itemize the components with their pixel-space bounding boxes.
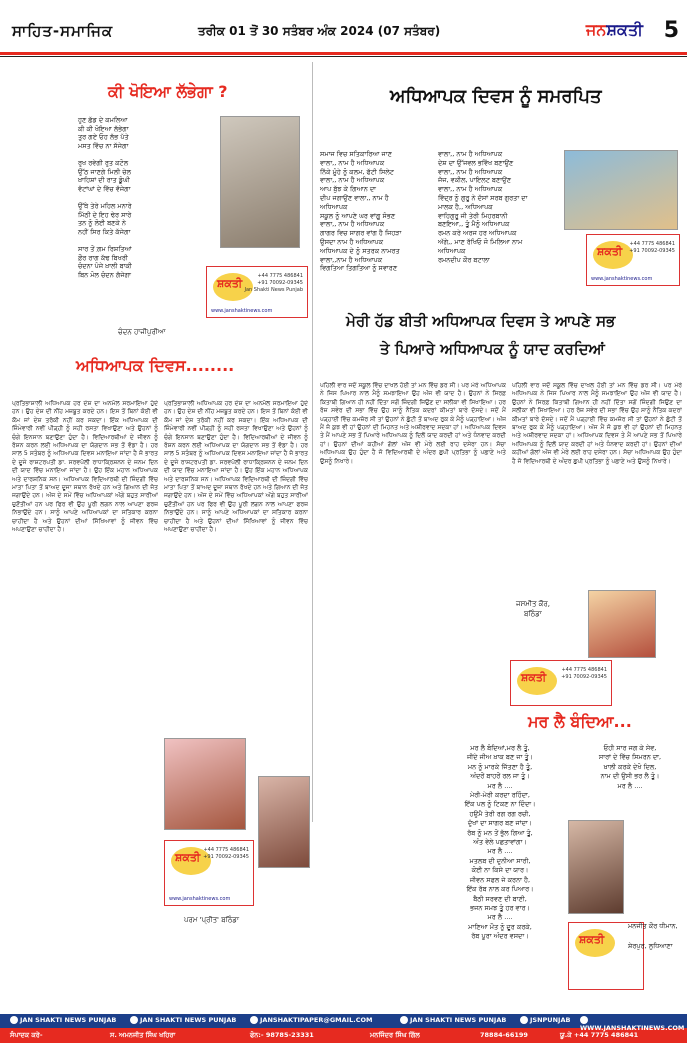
poem-1-lines xyxy=(78,116,198,279)
ad-web: www.janshaktinews.com xyxy=(211,308,273,314)
ad-phone-2: +91 70092-09345 xyxy=(257,280,303,286)
footer-email-label: JANSHAKTIPAPER@GMAIL.COM xyxy=(260,1016,373,1024)
poem1.lines-line xyxy=(78,150,198,159)
footer-youtube-label: JAN SHAKTI NEWS PUNJAB xyxy=(140,1016,237,1024)
article1.col2-line: ਬਣਇਆ,, ਤੂੰ ਮੈਨੂੰ ਅਧਿਆਪਕ xyxy=(438,220,510,229)
poem2.col1-line: ਦੁੱਖਾਂ ਦਾ ਸਾਗਰ ਬਣ ਜਾਂਦਾ। xyxy=(467,819,533,828)
footer-facebook[interactable] xyxy=(10,1016,116,1024)
ad-phones xyxy=(203,847,249,861)
poem2.col1-line: ਰੱਬ ਪੂਰਾ ਅੰਦਰ ਵਸਦਾ। xyxy=(471,932,529,941)
poem1.lines-line: ਬਿਨ ਮੋਲ ਚੰਦਨ ਗੱਜੇਗਾ xyxy=(78,270,131,279)
poem2.col2-line: ਮਰ ਲੈ .... xyxy=(617,781,643,790)
poem2.col1-line: ਕੋਈ ਨਾ ਕਿਸੇ ਦਾ ਯਾਰ। xyxy=(471,866,529,875)
poem-1-author: ਚੰਦਨ ਹਾਜੀਪੁਰੀਆ xyxy=(118,328,166,336)
ad-web: www.janshaktinews.com xyxy=(169,896,231,902)
footer-twitter-label: JSNPUNJAB xyxy=(530,1016,571,1024)
poem-1 xyxy=(78,66,308,336)
poem2.col1-line: ਜੀਂਦੇ ਜੀਅ ਖ਼ਾਕ ਬਣ ਜਾ ਤੂੰ। xyxy=(467,753,533,762)
poem-2 xyxy=(440,710,682,1010)
footer-youtube[interactable] xyxy=(130,1016,236,1024)
ad-box-3 xyxy=(164,840,254,906)
article-1-col-2 xyxy=(438,150,558,264)
article1.col2-line: ਵਾਹਿਗੁਰੂ ਜੀ ਤੇਰੀ ਮਿਹਰਬਾਨੀ xyxy=(438,211,508,220)
poem2.col2-line: ਓਹੀ ਸਾਰ ਜਗ ਕੇ ਸੇਵ, xyxy=(603,744,657,752)
poem-2-author-photo xyxy=(568,820,624,914)
poem2.col1-line: ਜੀਵਨ ਸਫਲ ਜੇ ਕਰਨਾ ਹੈ, xyxy=(469,875,531,884)
globe-icon xyxy=(580,1016,588,1024)
footer-twitter[interactable] xyxy=(520,1016,570,1024)
article-3-author: ਜਸਮੀਤ ਕੌਰ, xyxy=(516,600,550,608)
twitter-icon xyxy=(520,1016,528,1024)
poem2.col1-line: ਇੱਕ ਰੱਬ ਨਾਲ ਕਰ ਪਿਆਰ। xyxy=(466,885,534,894)
poem-1-title: ਕੀ ਖੋਇਆ ਲੱਭੇਗਾ ? xyxy=(108,82,228,101)
poem1.lines-line: ਤੁਰ ਗਏ ਓਹ ਲੱਭ ਪੱਤੇ xyxy=(78,133,129,142)
ad-box-4 xyxy=(510,660,612,706)
article-2-body-col-1: ਪ੍ਰਤਿਭਾਸ਼ਾਲੀ ਅਧਿਆਪਕ ਹਰ ਦੇਸ਼ ਦਾ ਅਨਮੋਲ ਸਰਮਾਇਆ ਹੁੰਦੇ ਹਨ। ਉਹ ਦੇਸ਼ ਦੀ ਨੀਂਹ ਮਜ਼ਬੂਤ ਕਰਦੇ ਹਨ। ਇਸ ਤੋਂ ਬਿਨਾਂ ਕੋਈ ਵੀ ਕੌਮ ਜਾਂ ਦੇਸ਼ ਤਰੱਕੀ ਨਹੀਂ ਕਰ ਸਕਦਾ। ਇੱਕ ਅਧਿਆਪਕ ਦੀ ਜ਼ਿੰਮੇਵਾਰੀ ਨਵੀਂ ਪੀੜ੍ਹੀ ਨੂੰ ਸਹੀ ਰਸਤਾ ਵਿਖਾਉਣਾ ਅਤੇ ਉਹਨਾਂ ਨੂੰ ਚੰਗੇ ਇਨਸਾਨ ਬਣਾਉਣਾ ਹੁੰਦਾ ਹੈ। ਵਿਦਿਆਰਥੀਆਂ ਦੇ ਜੀਵਨ ਨੂੰ ਰੋਸ਼ਨ ਕਰਨ ਲਈ ਅਧਿਆਪਕ ਦਾ ਯੋਗਦਾਨ ਸਭ ਤੋਂ ਵੱਡਾ ਹੈ। ਹਰ ਸਾਲ 5 ਸਤੰਬਰ ਨੂੰ ਅਧਿਆਪਕ ਦਿਵਸ ਮਨਾਇਆ ਜਾਂਦਾ ਹੈ ਜੋ ਭਾਰਤ ਦੇ ਦੂਜੇ ਰਾਸ਼ਟਰਪਤੀ ਡਾ. ਸਰਵਪੱਲੀ ਰਾਧਾਕ੍ਰਿਸ਼ਨਨ ਦੇ ਜਨਮ ਦਿਨ ਦੀ ਯਾਦ ਵਿੱਚ ਮਨਾਇਆ ਜਾਂਦਾ ਹੈ। ਉਹ ਇੱਕ ਮਹਾਨ ਅਧਿਆਪਕ ਅਤੇ ਦਾਰਸ਼ਨਿਕ ਸਨ। ਅਧਿਆਪਕ ਵਿਦਿਆਰਥੀ ਦੀ ਜ਼ਿੰਦਗੀ ਵਿੱਚ ਮਾਤਾ ਪਿਤਾ ਤੋਂ ਬਾਅਦ ਦੂਜਾ ਸਥਾਨ ਰੱਖਦੇ ਹਨ ਅਤੇ ਗਿਆਨ ਦੀ ਜੋਤ ਜਗਾਉਂਦੇ ਹਨ। ਅੱਜ ਦੇ ਸਮੇਂ ਵਿੱਚ ਅਧਿਆਪਕਾਂ ਅੱਗੇ ਬਹੁਤ ਸਾਰੀਆਂ ਚੁਣੌਤੀਆਂ ਹਨ ਪਰ ਫਿਰ ਵੀ ਉਹ ਪੂਰੀ ਲਗਨ ਨਾਲ ਆਪਣਾ ਫਰਜ਼ ਨਿਭਾਉਂਦੇ ਹਨ। ਸਾਨੂੰ ਆਪਣੇ ਅਧਿਆਪਕਾਂ ਦਾ ਸਤਿਕਾਰ ਕਰਨਾ ਚਾਹੀਦਾ ਹੈ ਅਤੇ ਉਹਨਾਂ ਦੀਆਂ ਸਿੱਖਿਆਵਾਂ ਨੂੰ ਜੀਵਨ ਵਿੱਚ ਅਪਣਾਉਣਾ ਚਾਹੀਦਾ ਹੈ। xyxy=(12,400,158,534)
article-2-author-photo xyxy=(164,738,246,830)
article1.col1-line: ਅਧਿਆਪਕ xyxy=(320,202,348,211)
email-icon xyxy=(250,1016,258,1024)
article1.col1-line: ਉਸਦਾ ਨਾਮ ਹੈ ਅਧਿਆਪਕ xyxy=(320,237,384,246)
article1.col2-line: ਵਾਲਾ,, ਨਾਮ ਹੈ ਅਧਿਆਪਕ xyxy=(438,185,503,194)
poem2.col1-line: ਮਰ ਲੈ .... xyxy=(487,913,513,922)
article1.col2-line: ਵਿੱਦ੍ਰ ਨੂੰ ਗੁਰੂ ਨੇ ਦੱਸਾਂ ਸਰਬ ਗੁਰਤਾ ਦਾ xyxy=(438,193,528,202)
footer-instagram[interactable] xyxy=(400,1016,506,1024)
poem2.col1-line: ਅੰਤ ਵੇਲੇ ਪਛਤਾਵਾਂਗਾ। xyxy=(473,838,527,847)
article1.col2-line: ਦੇਸ਼ ਦਾ ਉੱਜਵਲ ਭਵਿੱਖ ਬਣਾਉਂਣ xyxy=(438,158,514,167)
poem-2-col-2 xyxy=(580,744,680,791)
ad-web: www.janshaktinews.com xyxy=(591,276,653,282)
poem1.lines-line: ਵੱਟਾਂਘਾਂ ਦੇ ਵਿੱਚ ਵੱਜੇਗਾ xyxy=(78,184,131,193)
poem1.lines-line: ਉੱਥੇ ਤੇਰੇ ਮਹਿਲ ਮਨਾਰੇ xyxy=(78,201,132,210)
page-number: 5 xyxy=(663,18,679,43)
footer-editor-label: ਸੰਪਾਦਕ ਕਰੇ- xyxy=(10,1031,43,1039)
poem1.lines-line: ਖ਼ਾਹਿਸ਼ਾਂ ਦੀ ਰਾਤ ਡੂੰਘੀ xyxy=(78,176,130,185)
article1.col1-line: ਵਾਲਾ,,ਨਾਮ ਹੈ ਅਧਿਆਪਕ xyxy=(320,255,383,264)
article1.col1-line: ਦੀਪ ਜਗਾਉਂਣ ਵਾਲਾ,, ਨਾਮ ਹੈ xyxy=(320,193,389,202)
article-2-photo-2 xyxy=(258,776,310,868)
ad-phone-2: +91 70092-09345 xyxy=(561,674,607,680)
poem1.lines-line: ਸਾਰ ਤੋਂ ਗ਼ਮ ਰਿਸ਼ਤਿਆਂ xyxy=(78,244,132,253)
ad-phone-1: +44 7775 486841 xyxy=(203,847,249,853)
poem2.col2-line: ਖ਼ਾਲੀ ਕਰਕੇ ਦੇਖੋ ਦਿਲ, xyxy=(603,762,657,771)
col-divider xyxy=(312,62,313,822)
footer-website-label: WWW.JANSHAKTINEWS.COM xyxy=(580,1024,685,1032)
ad-box-1 xyxy=(206,266,308,318)
article1.col1-line: ਵਾਲਾ,, ਨਾਮ ਹੈ ਅਧਿਆਪਕ xyxy=(320,220,385,229)
poem-2-author: ਮਨਜੀਤ ਕੌਰ ਧੀਮਾਨ, xyxy=(628,922,678,930)
poem1.lines-line: ਹੁਣ ਛੱਡ ਦੇ ਕਮਲਿਆ xyxy=(78,116,128,124)
poem-2-title: ਮਰ ਲੈ ਬੰਦਿਆ... xyxy=(528,712,632,731)
poem1.lines-line: ਕੀ ਕੀ ਖੋਇਆ ਲੱਭੇਗਾ xyxy=(78,124,129,133)
article1.col1-line: ਅਧਿਆਪਕ ਦੇ ਨੂੰ ਸਤਰਕ ਨਾਮਰਤ xyxy=(320,246,400,255)
article1.col1-line: ਨਿੱਕੇ ਮੂੰਹੇ ਨੂੰ ਕਲਮ, ਫੱਟੀ ਸਿਲੇਟ xyxy=(320,167,394,176)
poem1.lines-line xyxy=(78,236,198,245)
article-1-title: ਅਧਿਆਪਕ ਦਿਵਸ ਨੂੰ ਸਮਰਪਿਤ xyxy=(390,86,602,107)
ad-sub: Jan Shakti News Punjab xyxy=(244,287,303,293)
poem1.lines-line: ਉੱਠ ਜਾਣਗੇ ਮਿਲੀ ਚੇਲ xyxy=(78,167,131,176)
footer-phone: ਫੋਨ:- 98785-23331 xyxy=(250,1031,314,1039)
brand-b: ਸ਼ਕਤੀ xyxy=(606,20,643,39)
ad-logo-text: ਸ਼ਕਤੀ xyxy=(597,245,623,258)
poem2.col1-line: ਮੇਰੀ-ਮੇਰੀ ਕਰਦਾ ਰਹਿੰਦਾ, xyxy=(470,791,530,800)
article1.col1-line: ਸਮਾਜ ਵਿਚ ਸਤਿਕਾਰਿਆ ਜਾਣ xyxy=(320,150,392,158)
footer-editor-name: ਸ. ਅਮਨਜੀਤ ਸਿੰਘ ਖਹਿਰਾ xyxy=(110,1031,176,1039)
article-2-author: ਪਰਮ 'ਪ੍ਰੀਤ' ਬਠਿੰਡਾ xyxy=(184,916,239,924)
article1.col1-line: ਸਕੂਲ ਨੂੰ ਆਪਣੇ ਘਰ ਵਾਂਗੂ ਸੰਭਣ xyxy=(320,211,396,220)
ad-logo-text: ਸ਼ਕਤੀ xyxy=(521,671,547,684)
footer-website[interactable] xyxy=(580,1016,687,1032)
article-3-author-2: ਬਠਿੰਡਾ xyxy=(524,610,542,618)
poem1.lines-line: ਫ਼ੌਰ ਰਾਗ ਕੱਢ ਬਿਖਰੀ xyxy=(78,253,128,262)
ad-phone-1: +44 7775 486841 xyxy=(629,241,675,247)
article1.col2-line: ਜੱਜ, ਵਕੀਲ, ਪਾਇਲਟ ਬਣਾਉਂਣ xyxy=(438,176,512,185)
poem2.col1-line: ਭਜਨ ਸਮਝ ਤੂੰ ਹਰ ਵਾਰ। xyxy=(470,903,530,912)
poem2.col1-line: ਰੱਬ ਨੂੰ ਮਨ ਤੋਂ ਭੁੱਲ ਗਿਆ ਤੂੰ, xyxy=(467,828,533,837)
poem2.col1-line: ਮਾਣਿਆ ਮੌਤ ਨੂੰ ਦੂਰ ਕਰਕੇ, xyxy=(468,922,532,931)
article-1-col-1 xyxy=(320,150,430,273)
poem1.lines-line: ਨਹੀਂ ਸਿਰ ਕਿਤੇ ਕੱਜੇਗਾ xyxy=(78,227,131,236)
article-3-title-line-2: ਤੇ ਪਿਆਰੇ ਅਧਿਆਪਕ ਨੂੰ ਯਾਦ ਕਰਦਿਆਂ xyxy=(380,340,605,358)
ad-phones xyxy=(244,273,303,294)
article-2 xyxy=(12,356,308,1006)
issue-date: ਤਰੀਕ 01 ਤੋਂ 30 ਸਤੰਬਰ ਅੰਕ 2024 (07 ਸਤੰਬਰ) xyxy=(198,24,441,38)
article1.col2-line: ਰਮਨ ਕਰੇ ਅਰਜ ਹਰ ਅਧਿਆਪਕ xyxy=(438,229,517,238)
ad-box-2 xyxy=(586,234,680,286)
ad-phone-2: +91 70092-09345 xyxy=(629,248,675,254)
ad-phones xyxy=(629,241,675,255)
article-3-author-photo xyxy=(588,590,656,658)
article1.col2-line: ਮਾਲਕ ਹੈ,, ਅਧਿਆਪਕ xyxy=(438,202,493,211)
ad-phone-2: +91 70092-09345 xyxy=(203,854,249,860)
article-3-title-line-1: ਮੇਰੀ ਹੱਡ ਬੀਤੀ ਅਧਿਆਪਕ ਦਿਵਸ ਤੇ ਆਪਣੇ ਸਭ xyxy=(346,312,616,330)
poem1.lines-line: ਤਨ ਨੂੰ ਲੋਈ ਬਣਕੇ ਨੇ xyxy=(78,219,126,228)
ad-logo-text: ਸ਼ਕਤੀ xyxy=(579,933,605,946)
section-title: ਸਾਹਿਤ-ਸਮਾਜਿਕ xyxy=(12,22,114,40)
article-2-title: ਅਧਿਆਪਕ ਦਿਵਸ........ xyxy=(76,356,235,375)
footer-instagram-label: JAN SHAKTI NEWS PUNJAB xyxy=(410,1016,507,1024)
header-rule-thin xyxy=(0,56,687,57)
article1.col1-line: ਵਾਲਾ,, ਨਾਮ ਹੈ ਅਧਿਆਪਕ xyxy=(320,158,385,167)
article-3-body-col-1: ਪਹਿਲੀ ਵਾਰ ਜਦੋਂ ਸਕੂਲ ਵਿੱਚ ਦਾਖਲ ਹੋਈ ਤਾਂ ਮਨ ਵਿੱਚ ਡਰ ਸੀ। ਪਰ ਮੇਰੇ ਅਧਿਆਪਕ ਨੇ ਜਿਸ ਪਿਆਰ ਨਾਲ ਮੈਨੂੰ ਸਮਝਾਇਆ ਉਹ ਅੱਜ ਵੀ ਯਾਦ ਹੈ। ਉਹਨਾਂ ਨੇ ਸਿਰਫ਼ ਕਿਤਾਬੀ ਗਿਆਨ ਹੀ ਨਹੀਂ ਦਿੱਤਾ ਸਗੋਂ ਜ਼ਿੰਦਗੀ ਜਿਉਣ ਦਾ ਸਲੀਕਾ ਵੀ ਸਿਖਾਇਆ। ਹਰ ਰੋਜ਼ ਸਵੇਰ ਦੀ ਸਭਾ ਵਿੱਚ ਉਹ ਸਾਨੂੰ ਨੈਤਿਕ ਕਦਰਾਂ ਕੀਮਤਾਂ ਬਾਰੇ ਦੱਸਦੇ। ਜਦੋਂ ਮੈਂ ਪੜ੍ਹਾਈ ਵਿੱਚ ਕਮਜ਼ੋਰ ਸੀ ਤਾਂ ਉਹਨਾਂ ਨੇ ਛੁੱਟੀ ਤੋਂ ਬਾਅਦ ਰੁਕ ਕੇ ਮੈਨੂੰ ਪੜ੍ਹਾਇਆ। ਅੱਜ ਮੈਂ ਜੋ ਕੁਝ ਵੀ ਹਾਂ ਉਹਨਾਂ ਦੀ ਮਿਹਨਤ ਅਤੇ ਅਸ਼ੀਰਵਾਦ ਸਦਕਾ ਹਾਂ। ਅਧਿਆਪਕ ਦਿਵਸ ਤੇ ਮੈਂ ਆਪਣੇ ਸਭ ਤੋਂ ਪਿਆਰੇ ਅਧਿਆਪਕ ਨੂੰ ਦਿਲੋਂ ਯਾਦ ਕਰਦੀ ਹਾਂ ਅਤੇ ਧੰਨਵਾਦ ਕਰਦੀ ਹਾਂ। ਉਹਨਾਂ ਦੀਆਂ ਕਹੀਆਂ ਗੱਲਾਂ ਅੱਜ ਵੀ ਮੇਰੇ ਲਈ ਰਾਹ ਦਸੇਰਾ ਹਨ। ਸੱਚਾ ਅਧਿਆਪਕ ਉਹ ਹੁੰਦਾ ਹੈ ਜੋ ਵਿਦਿਆਰਥੀ ਦੇ ਅੰਦਰ ਛੁਪੀ ਪ੍ਰਤਿਭਾ ਨੂੰ ਪਛਾਣੇ ਅਤੇ ਉਸਨੂੰ ਨਿਖਾਰੇ। xyxy=(320,382,506,465)
author-photo-1 xyxy=(220,116,300,248)
poem1.lines-line: ਮਸਤ ਵਿੱਚ ਨਾ ਸੱਜੇਗਾ xyxy=(78,141,129,150)
footer-facebook-label: JAN SHAKTI NEWS PUNJAB xyxy=(20,1016,117,1024)
article1.col1-line: ਆਪ ਬੁੱਝ ਕੇ ਗਿਆਨ ਦਾ xyxy=(320,185,377,194)
facebook-icon xyxy=(10,1016,18,1024)
article-1 xyxy=(320,66,680,306)
page-footer xyxy=(0,1014,687,1043)
brand-logo xyxy=(586,20,643,40)
poem-2-author-2: ਸ਼ੇਰਪੁਰ, ਲੁਧਿਆਣਾ xyxy=(628,942,673,950)
instagram-icon xyxy=(400,1016,408,1024)
poem2.col2-line: ਨਾਮ ਦੀ ਉਸੀ ਭਰ ਲੈ ਤੂੰ। xyxy=(600,772,660,781)
article-3 xyxy=(320,310,682,720)
ad-phones xyxy=(561,667,607,681)
footer-name-2: ਮਨਜਿੰਦਰ ਸਿੰਘ ਗਿੱਲ xyxy=(370,1031,420,1039)
article-3-body-col-2: ਪਹਿਲੀ ਵਾਰ ਜਦੋਂ ਸਕੂਲ ਵਿੱਚ ਦਾਖਲ ਹੋਈ ਤਾਂ ਮਨ ਵਿੱਚ ਡਰ ਸੀ। ਪਰ ਮੇਰੇ ਅਧਿਆਪਕ ਨੇ ਜਿਸ ਪਿਆਰ ਨਾਲ ਮੈਨੂੰ ਸਮਝਾਇਆ ਉਹ ਅੱਜ ਵੀ ਯਾਦ ਹੈ। ਉਹਨਾਂ ਨੇ ਸਿਰਫ਼ ਕਿਤਾਬੀ ਗਿਆਨ ਹੀ ਨਹੀਂ ਦਿੱਤਾ ਸਗੋਂ ਜ਼ਿੰਦਗੀ ਜਿਉਣ ਦਾ ਸਲੀਕਾ ਵੀ ਸਿਖਾਇਆ। ਹਰ ਰੋਜ਼ ਸਵੇਰ ਦੀ ਸਭਾ ਵਿੱਚ ਉਹ ਸਾਨੂੰ ਨੈਤਿਕ ਕਦਰਾਂ ਕੀਮਤਾਂ ਬਾਰੇ ਦੱਸਦੇ। ਜਦੋਂ ਮੈਂ ਪੜ੍ਹਾਈ ਵਿੱਚ ਕਮਜ਼ੋਰ ਸੀ ਤਾਂ ਉਹਨਾਂ ਨੇ ਛੁੱਟੀ ਤੋਂ ਬਾਅਦ ਰੁਕ ਕੇ ਮੈਨੂੰ ਪੜ੍ਹਾਇਆ। ਅੱਜ ਮੈਂ ਜੋ ਕੁਝ ਵੀ ਹਾਂ ਉਹਨਾਂ ਦੀ ਮਿਹਨਤ ਅਤੇ ਅਸ਼ੀਰਵਾਦ ਸਦਕਾ ਹਾਂ। ਅਧਿਆਪਕ ਦਿਵਸ ਤੇ ਮੈਂ ਆਪਣੇ ਸਭ ਤੋਂ ਪਿਆਰੇ ਅਧਿਆਪਕ ਨੂੰ ਦਿਲੋਂ ਯਾਦ ਕਰਦੀ ਹਾਂ ਅਤੇ ਧੰਨਵਾਦ ਕਰਦੀ ਹਾਂ। ਉਹਨਾਂ ਦੀਆਂ ਕਹੀਆਂ ਗੱਲਾਂ ਅੱਜ ਵੀ ਮੇਰੇ ਲਈ ਰਾਹ ਦਸੇਰਾ ਹਨ। ਸੱਚਾ ਅਧਿਆਪਕ ਉਹ ਹੁੰਦਾ ਹੈ ਜੋ ਵਿਦਿਆਰਥੀ ਦੇ ਅੰਦਰ ਛੁਪੀ ਪ੍ਰਤਿਭਾ ਨੂੰ ਪਛਾਣੇ ਅਤੇ ਉਸਨੂੰ ਨਿਖਾਰੇ। xyxy=(512,382,682,465)
article-1-photo xyxy=(564,150,678,230)
poem1.lines-line xyxy=(78,193,198,202)
article1.col1-line: ਵਾਲਾ,, ਨਾਮ ਹੈ ਅਧਿਆਪਕ xyxy=(320,176,385,185)
article1.col2-line: ਵਾਲਾ,, ਨਾਮ ਹੈ ਅਧਿਆਪਕ xyxy=(438,150,503,158)
article1.col2-line: ਅਧਿਆਪਕ xyxy=(438,246,466,255)
article1.col2-line: ਰਮਨਦੀਪ ਕੌਰ ਬਟਾਲਾ xyxy=(438,255,490,264)
poem2.col1-line: ਹਉਮੈ ਤੇਰੀ ਰਗ ਰਗ ਰਚੀ, xyxy=(469,809,531,818)
poem2.col1-line: ਮਰ ਲੈ .... xyxy=(487,781,513,790)
poem-2-col-1 xyxy=(440,744,560,942)
ad-phone-1: +44 7775 486841 xyxy=(561,667,607,673)
article-2-body-col-2: ਪ੍ਰਤਿਭਾਸ਼ਾਲੀ ਅਧਿਆਪਕ ਹਰ ਦੇਸ਼ ਦਾ ਅਨਮੋਲ ਸਰਮਾਇਆ ਹੁੰਦੇ ਹਨ। ਉਹ ਦੇਸ਼ ਦੀ ਨੀਂਹ ਮਜ਼ਬੂਤ ਕਰਦੇ ਹਨ। ਇਸ ਤੋਂ ਬਿਨਾਂ ਕੋਈ ਵੀ ਕੌਮ ਜਾਂ ਦੇਸ਼ ਤਰੱਕੀ ਨਹੀਂ ਕਰ ਸਕਦਾ। ਇੱਕ ਅਧਿਆਪਕ ਦੀ ਜ਼ਿੰਮੇਵਾਰੀ ਨਵੀਂ ਪੀੜ੍ਹੀ ਨੂੰ ਸਹੀ ਰਸਤਾ ਵਿਖਾਉਣਾ ਅਤੇ ਉਹਨਾਂ ਨੂੰ ਚੰਗੇ ਇਨਸਾਨ ਬਣਾਉਣਾ ਹੁੰਦਾ ਹੈ। ਵਿਦਿਆਰਥੀਆਂ ਦੇ ਜੀਵਨ ਨੂੰ ਰੋਸ਼ਨ ਕਰਨ ਲਈ ਅਧਿਆਪਕ ਦਾ ਯੋਗਦਾਨ ਸਭ ਤੋਂ ਵੱਡਾ ਹੈ। ਹਰ ਸਾਲ 5 ਸਤੰਬਰ ਨੂੰ ਅਧਿਆਪਕ ਦਿਵਸ ਮਨਾਇਆ ਜਾਂਦਾ ਹੈ ਜੋ ਭਾਰਤ ਦੇ ਦੂਜੇ ਰਾਸ਼ਟਰਪਤੀ ਡਾ. ਸਰਵਪੱਲੀ ਰਾਧਾਕ੍ਰਿਸ਼ਨਨ ਦੇ ਜਨਮ ਦਿਨ ਦੀ ਯਾਦ ਵਿੱਚ ਮਨਾਇਆ ਜਾਂਦਾ ਹੈ। ਉਹ ਇੱਕ ਮਹਾਨ ਅਧਿਆਪਕ ਅਤੇ ਦਾਰਸ਼ਨਿਕ ਸਨ। ਅਧਿਆਪਕ ਵਿਦਿਆਰਥੀ ਦੀ ਜ਼ਿੰਦਗੀ ਵਿੱਚ ਮਾਤਾ ਪਿਤਾ ਤੋਂ ਬਾਅਦ ਦੂਜਾ ਸਥਾਨ ਰੱਖਦੇ ਹਨ ਅਤੇ ਗਿਆਨ ਦੀ ਜੋਤ ਜਗਾਉਂਦੇ ਹਨ। ਅੱਜ ਦੇ ਸਮੇਂ ਵਿੱਚ ਅਧਿਆਪਕਾਂ ਅੱਗੇ ਬਹੁਤ ਸਾਰੀਆਂ ਚੁਣੌਤੀਆਂ ਹਨ ਪਰ ਫਿਰ ਵੀ ਉਹ ਪੂਰੀ ਲਗਨ ਨਾਲ ਆਪਣਾ ਫਰਜ਼ ਨਿਭਾਉਂਦੇ ਹਨ। ਸਾਨੂੰ ਆਪਣੇ ਅਧਿਆਪਕਾਂ ਦਾ ਸਤਿਕਾਰ ਕਰਨਾ ਚਾਹੀਦਾ ਹੈ ਅਤੇ ਉਹਨਾਂ ਦੀਆਂ ਸਿੱਖਿਆਵਾਂ ਨੂੰ ਜੀਵਨ ਵਿੱਚ ਅਪਣਾਉਣਾ ਚਾਹੀਦਾ ਹੈ। xyxy=(164,400,308,534)
brand-a: ਜਨ xyxy=(585,20,607,39)
poem2.col1-line: ਬੈਠੀ ਸਰਵਣ ਦੀ ਬਾਣੀ, xyxy=(473,894,527,903)
poem1.lines-line: ਮਿੱਠੀ ਦੇ ਇਹ ਢੇਰ ਸਾਰੇ xyxy=(78,210,132,219)
youtube-icon xyxy=(130,1016,138,1024)
ad-box-5 xyxy=(568,922,644,990)
article1.col1-line: ਗਾਗਰ ਵਿਚ ਸਾਗਰ ਵਾਂਗ ਹੈ ਜਿਹੜਾ xyxy=(320,229,402,238)
ad-logo-text: ਸ਼ਕਤੀ xyxy=(217,277,243,290)
poem2.col2-line: ਸਾਰਾਂ ਦੇ ਵਿੱਚ ਸਿਮਰਨ ਦਾ, xyxy=(598,753,662,762)
article1.col1-line: ਵਿਗਤਿਆ ਤਿਗਤਿਆ ਨੂੰ ਸਵਾਰਣ xyxy=(320,264,398,273)
footer-email[interactable] xyxy=(250,1016,372,1024)
header-rule xyxy=(0,52,687,55)
ad-phone-1: +44 7775 486841 xyxy=(257,273,303,279)
footer-uk-phone: ਯੂ.ਕੇ +44 7775 486841 xyxy=(560,1031,639,1039)
poem2.col1-line: ਅੰਦਰੋਂ ਬਾਹਰੋਂ ਰਲ ਜਾ ਤੂੰ। xyxy=(470,772,530,781)
article1.col2-line: ਵਾਲਾ,, ਨਾਮ ਹੈ ਅਧਿਆਪਕ xyxy=(438,167,503,176)
poem1.lines-line: ਰੁਖ ਰਵੇਗੀ ਰੁਤ ਕਟੋਲ xyxy=(78,158,129,167)
footer-phone-2: 78884-66199 xyxy=(480,1031,528,1039)
poem2.col1-line: ਇੱਕ ਪਲ ਨੂੰ ਟਿਕਣ ਨਾ ਦਿੰਦਾ। xyxy=(464,800,536,809)
poem2.col1-line: ਮਰ ਲੈ .... xyxy=(487,847,513,856)
ad-logo-text: ਸ਼ਕਤੀ xyxy=(175,851,201,864)
poem2.col1-line: ਮਤਲਬ ਦੀ ਦੁਨੀਆ ਸਾਰੀ, xyxy=(469,856,531,865)
article1.col2-line: ਅੱਗੇ,, ਮਾਣ ਰੱਖਿਓ ਜੋ ਮਿਲਿਆ ਨਾਮ xyxy=(438,237,523,246)
poem2.col1-line: ਮਰ ਲੈ ਬੰਦਿਆਂ,ਮਰ ਲੈ ਤੂੰ, xyxy=(470,744,530,752)
poem2.col1-line: ਮਨ ਨੂੰ ਮਾਰਕੇ ਜਿੱਤਣਾ ਹੈ ਤੂੰ, xyxy=(467,762,533,771)
poem1.lines-line: ਚੰਦਨਾ ਪੰਜੇ ਖ਼ਾਲੀ ਬਾਕੀ xyxy=(78,262,132,271)
page-header xyxy=(0,0,687,62)
